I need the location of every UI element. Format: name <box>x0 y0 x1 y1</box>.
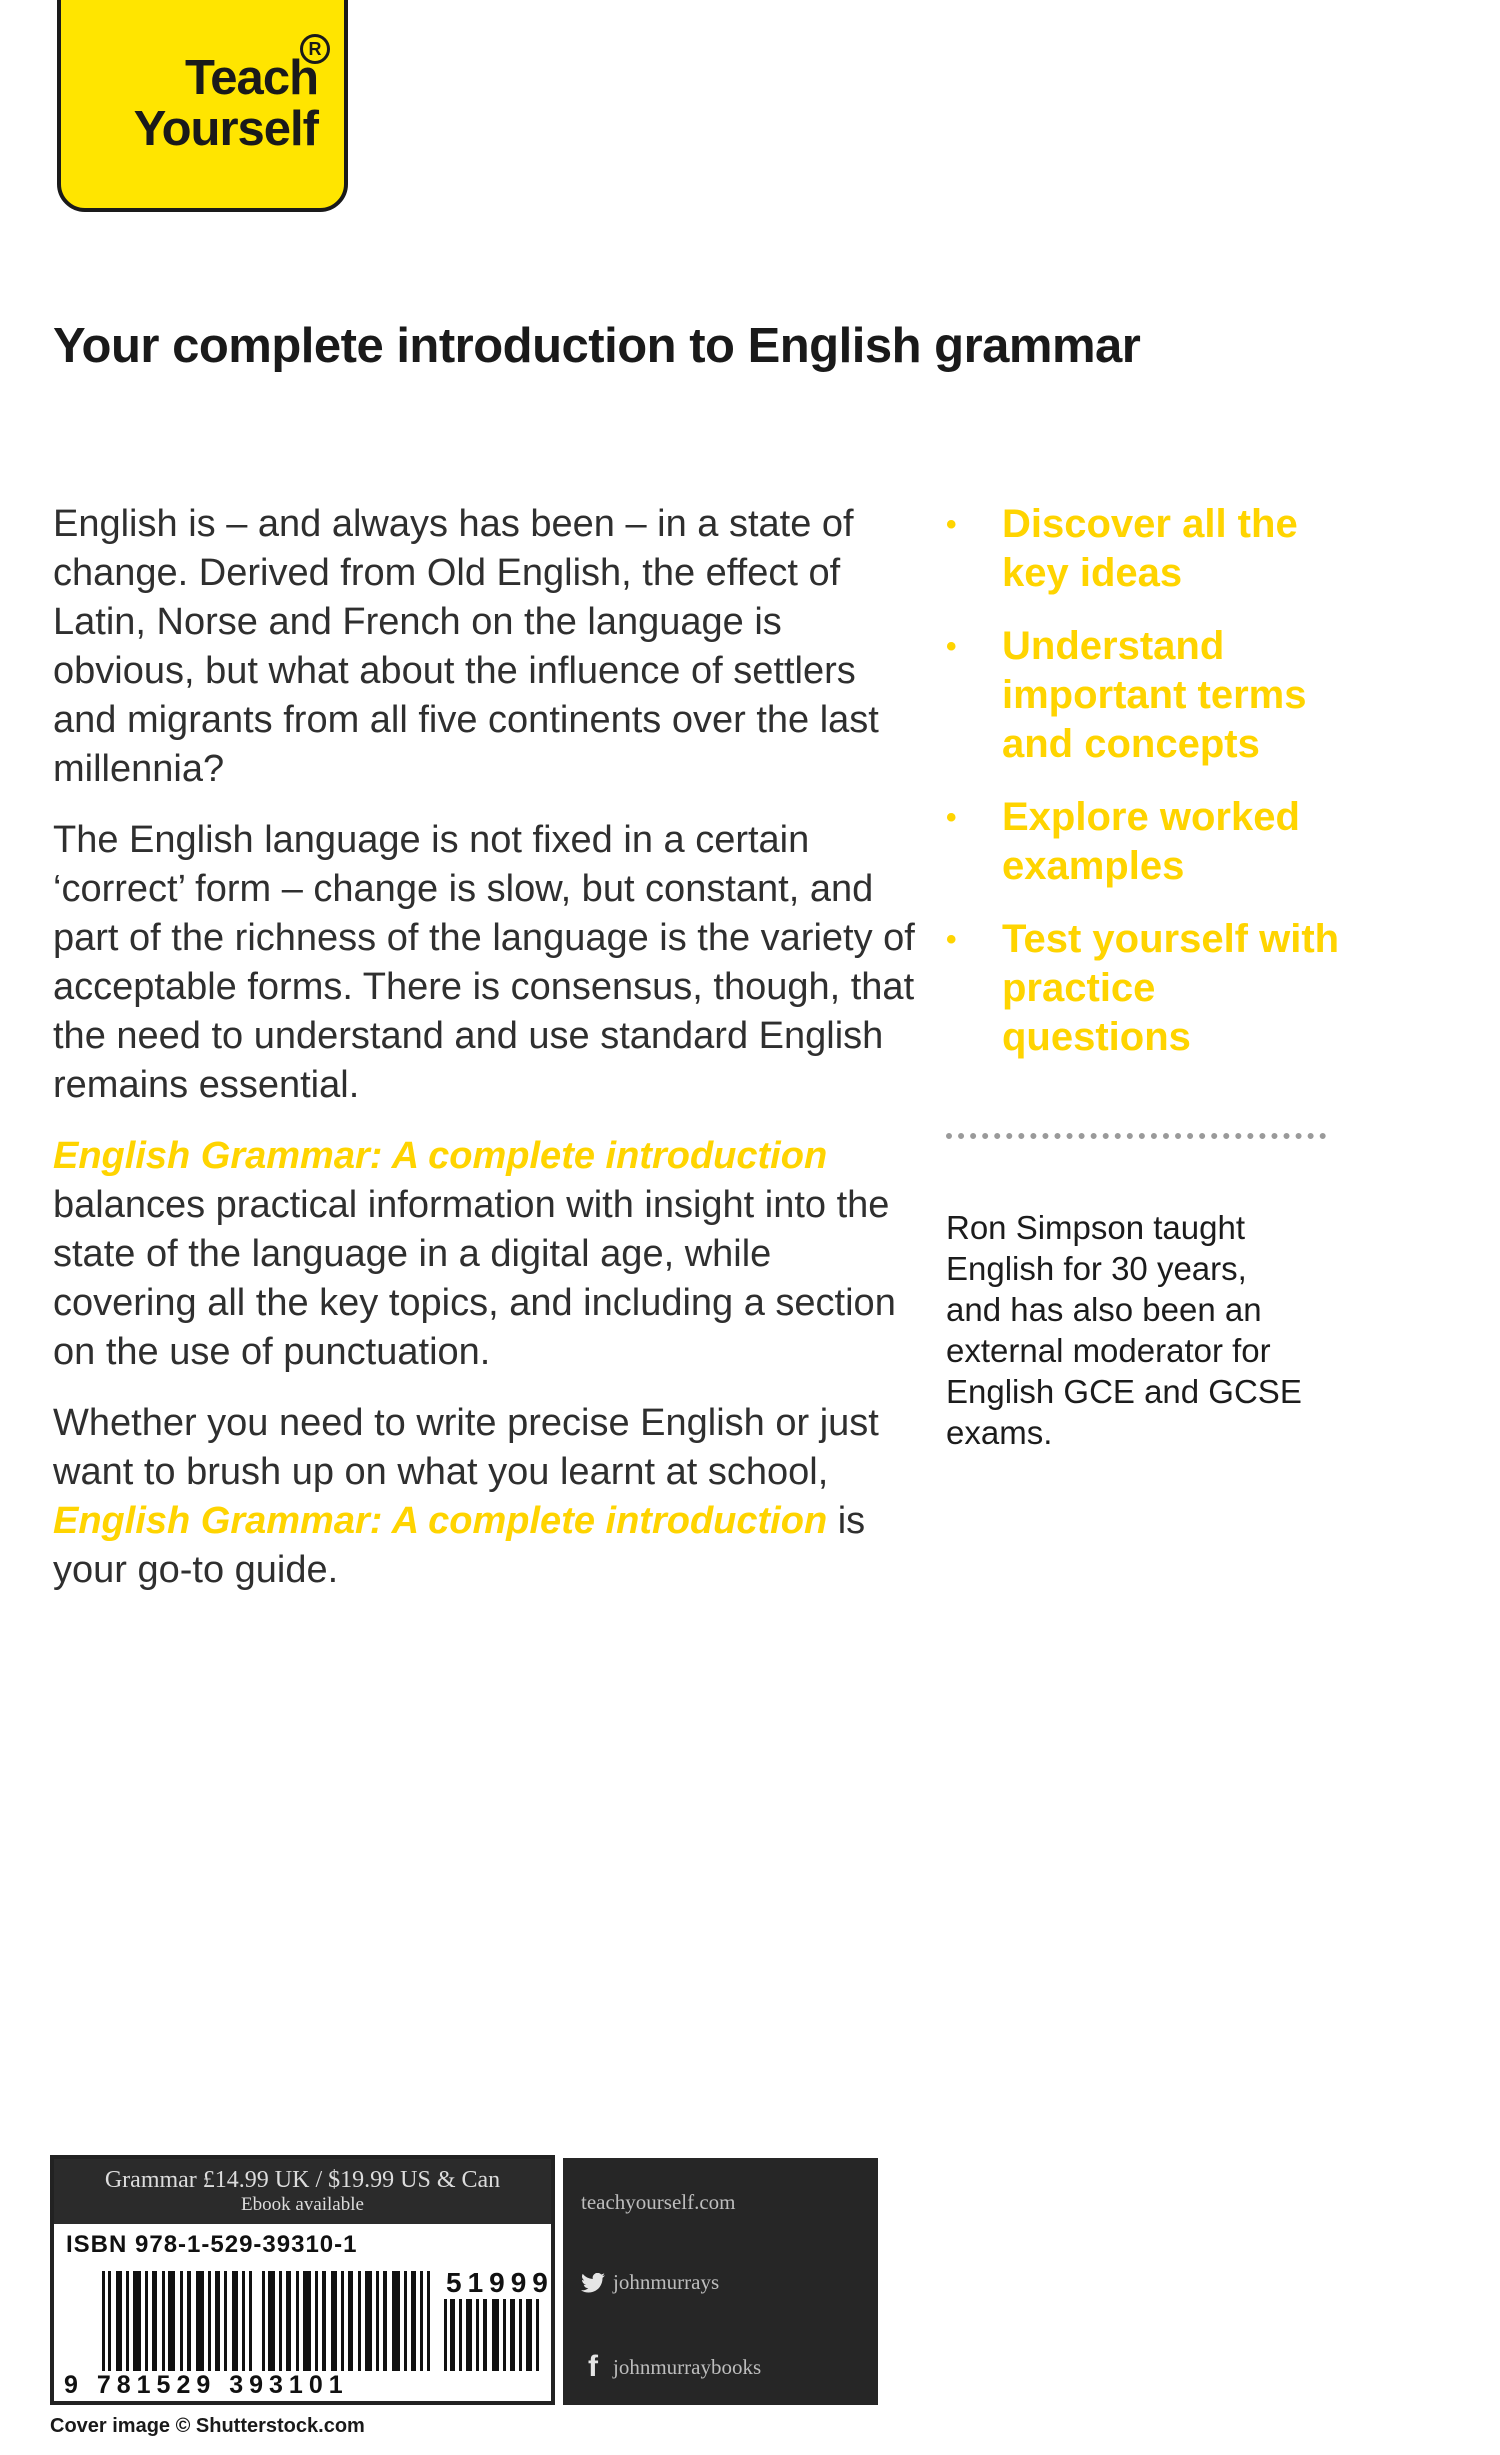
cover-image-credit: Cover image © Shutterstock.com <box>50 2415 365 2437</box>
logo-line-1: Teach <box>185 51 318 105</box>
author-bio: Ron Simpson taught English for 30 years, and has also been an external moderator for English GCE and GCSE exams. <box>946 1209 1302 1451</box>
paragraph-1: English is – and always has been – in a state of change. Derived from Old English, the effect of Latin, Norse and French on the language is obvious, but what about the influence of settlers and migrants from all five continents over the last millennia? <box>53 503 879 790</box>
headline: Your complete introduction to English grammar <box>53 319 1141 373</box>
feature-list <box>940 500 1340 1086</box>
feature-item: • Explore worked examples <box>946 795 1300 888</box>
logo-line-2: Yourself <box>133 102 318 156</box>
facebook-handle[interactable]: johnmurraybooks <box>613 2354 762 2379</box>
twitter-icon <box>581 2273 605 2293</box>
barcode-digits: 9 781529 393101 <box>64 2371 349 2399</box>
book-title: English Grammar: A complete introduction <box>53 1500 828 1542</box>
teach-yourself-logo <box>57 0 348 212</box>
twitter-row <box>581 2270 719 2295</box>
bullet-icon: • <box>946 923 957 956</box>
website-link[interactable]: teachyourself.com <box>581 2190 736 2214</box>
book-title: English Grammar: A complete introduction <box>53 1135 828 1177</box>
facebook-icon: f <box>588 2350 598 2383</box>
price-barcode-box <box>50 2155 555 2405</box>
registered-mark: R <box>300 34 330 64</box>
ebook-text: Ebook available <box>241 2194 364 2215</box>
body-text <box>53 500 923 1617</box>
isbn: ISBN 978-1-529-39310-1 <box>66 2231 358 2258</box>
paragraph-4-end: is your go-to guide. <box>53 1500 866 1591</box>
paragraph-4-start: Whether you need to write precise English or just want to brush up on what you learnt at school, <box>53 1402 879 1493</box>
social-box <box>563 2158 878 2405</box>
feature-item: • Understand important terms and concepts <box>946 624 1307 766</box>
dotted-divider <box>946 1133 1326 1139</box>
facebook-row <box>581 2350 761 2384</box>
bullet-icon: • <box>946 508 957 541</box>
twitter-handle[interactable]: johnmurrays <box>613 2270 720 2294</box>
price-bar <box>54 2159 551 2224</box>
addon-barcode-icon <box>444 2299 544 2371</box>
paragraph-4 <box>53 1399 923 1595</box>
price-text: Grammar £14.99 UK / $19.99 US & Can <box>104 2167 501 2193</box>
website-row <box>581 2190 736 2215</box>
paragraph-3 <box>53 1132 923 1377</box>
addon-code: 51999 <box>446 2267 554 2298</box>
paragraph-2: The English language is not fixed in a certain ‘correct’ form – change is slow, but constant, and part of the richness of the language is the variety of acceptable forms. There is consensus, though, that the need to understand and use standard English remains essential. <box>53 819 915 1106</box>
feature-item: • Discover all the key ideas <box>946 502 1298 595</box>
barcode-icon <box>102 2271 432 2371</box>
bullet-icon: • <box>946 630 957 663</box>
paragraph-3-rest: balances practical information with insight into the state of the language in a digital age, while covering all the key topics, and including a section on the use of punctuation. <box>53 1184 896 1373</box>
feature-item: • Test yourself with practice questions <box>946 917 1340 1059</box>
bullet-icon: • <box>946 801 957 834</box>
